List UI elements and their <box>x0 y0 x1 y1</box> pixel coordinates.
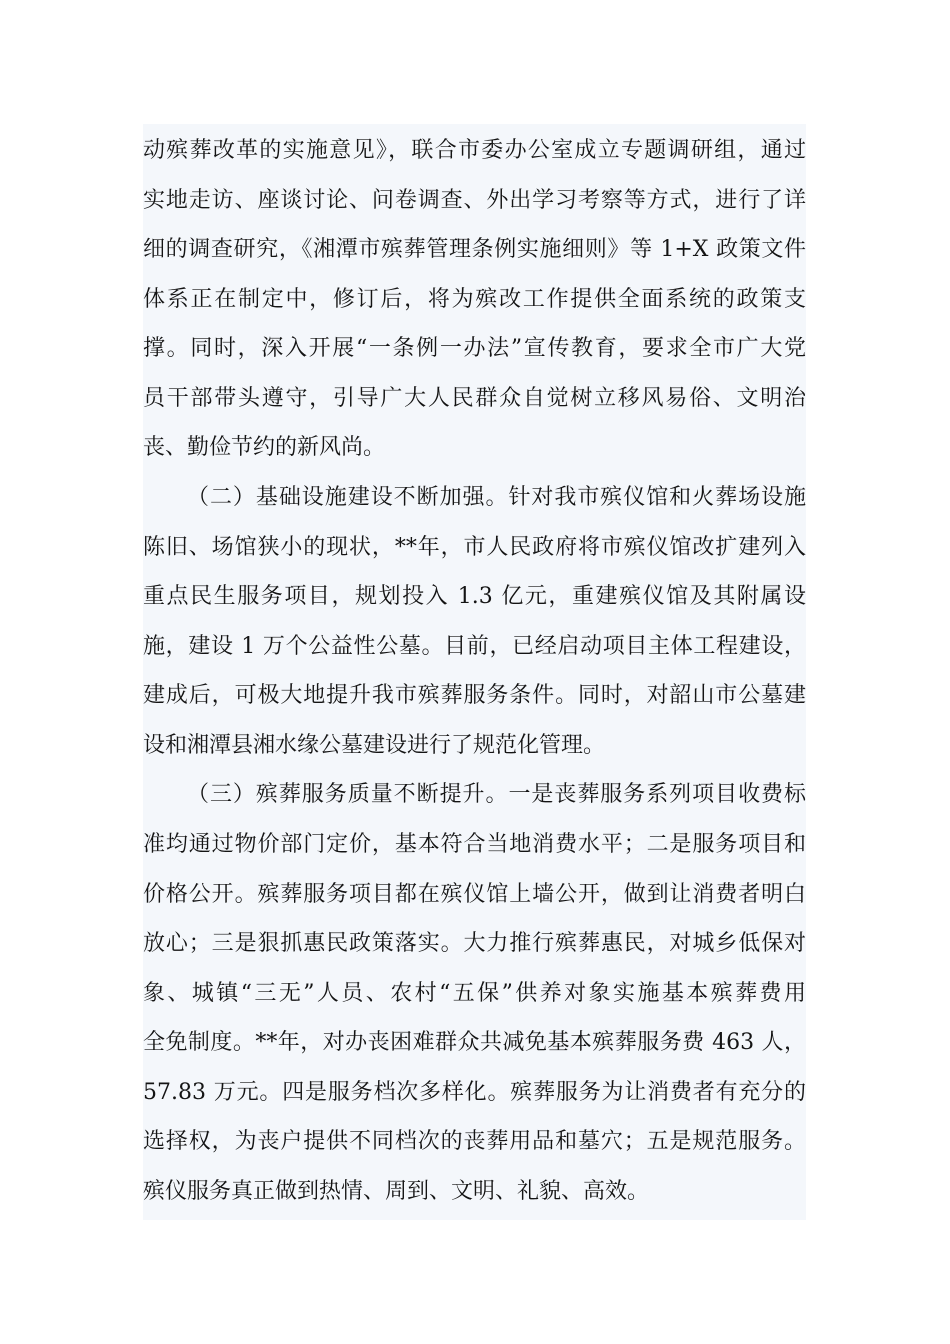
paragraph-3-line-9: 殡仪服务真正做到热情、周到、文明、礼貌、高效。 <box>143 1179 650 1204</box>
paragraph-2-line-3: 重点民生服务项目，规划投入 1.3 亿元，重建殡仪馆及其附属设 <box>143 584 806 609</box>
paragraph-1-line-3: 细的调查研究，《湘潭市殡葬管理条例实施细则》等 1+X 政策文件 <box>143 237 806 262</box>
paragraph-2-line-5: 建成后，可极大地提升我市殡葬服务条件。同时，对韶山市公墓建 <box>143 683 806 708</box>
paragraph-1-line-2: 实地走访、座谈讨论、问卷调查、外出学习考察等方式，进行了详 <box>143 188 806 213</box>
paragraph-1-line-1: 动殡葬改革的实施意见》，联合市委办公室成立专题调研组，通过 <box>143 138 806 163</box>
paragraph-1-line-4: 体系正在制定中，修订后，将为殡改工作提供全面系统的政策支 <box>143 287 806 312</box>
paragraph-3-line-6: 全免制度。**年，对办丧困难群众共减免基本殡葬服务费 463 人， <box>143 1030 806 1055</box>
paragraph-1-line-6: 员干部带头遵守，引导广大人民群众自觉树立移风易俗、文明治 <box>143 386 806 411</box>
paragraph-3-line-1: （三）殡葬服务质量不断提升。一是丧葬服务系列项目收费标 <box>187 782 806 807</box>
paragraph-3-line-7: 57.83 万元。四是服务档次多样化。殡葬服务为让消费者有充分的 <box>143 1080 806 1105</box>
paragraph-2-line-6: 设和湘潭县湘水缘公墓建设进行了规范化管理。 <box>143 733 606 758</box>
paragraph-3-line-3: 价格公开。殡葬服务项目都在殡仪馆上墙公开，做到让消费者明白 <box>143 882 806 907</box>
paragraph-2-line-1: （二）基础设施建设不断加强。针对我市殡仪馆和火葬场设施 <box>187 485 806 510</box>
paragraph-1-line-7: 丧、勤俭节约的新风尚。 <box>143 435 386 460</box>
paragraph-2-line-4: 施，建设 1 万个公益性公墓。目前，已经启动项目主体工程建设， <box>143 634 806 659</box>
paragraph-3-line-8: 选择权，为丧户提供不同档次的丧葬用品和墓穴；五是规范服务。 <box>143 1129 806 1154</box>
paragraph-2-line-2: 陈旧、场馆狭小的现状，**年，市人民政府将市殡仪馆改扩建列入 <box>143 535 806 560</box>
paragraph-3-line-4: 放心；三是狠抓惠民政策落实。大力推行殡葬惠民，对城乡低保对 <box>143 931 806 956</box>
paragraph-1-line-5: 撑。同时，深入开展“一条例一办法”宣传教育，要求全市广大党 <box>143 336 806 361</box>
paragraph-3-line-5: 象、城镇“三无”人员、农村“五保”供养对象实施基本殡葬费用 <box>143 981 806 1006</box>
paragraph-3-line-2: 准均通过物价部门定价，基本符合当地消费水平；二是服务项目和 <box>143 832 806 857</box>
